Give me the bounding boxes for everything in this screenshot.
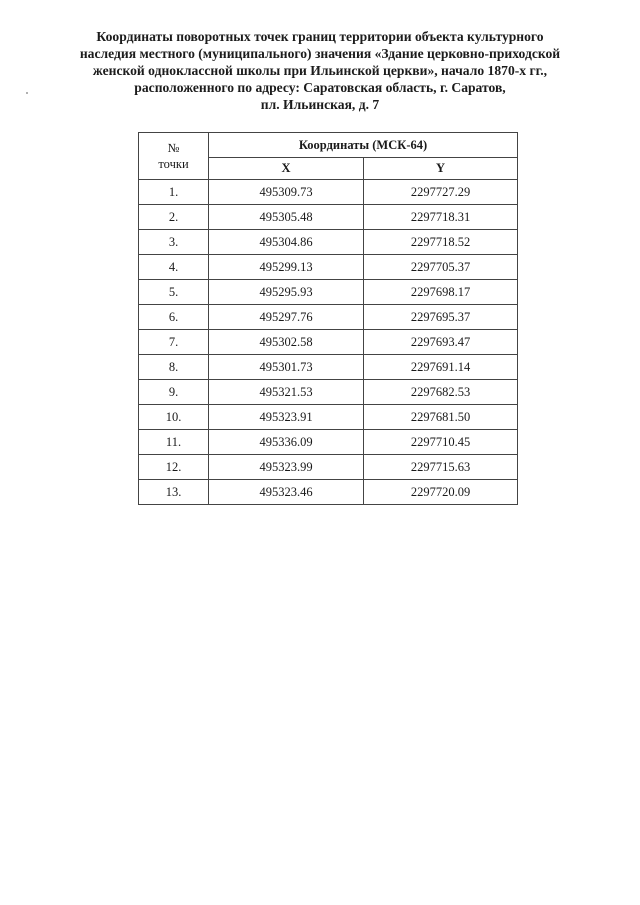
y-value: 2297718.31 (364, 205, 518, 230)
table-row (139, 280, 518, 305)
y-value: 2297681.50 (364, 405, 518, 430)
title-line: Координаты поворотных точек границ территории объекта культурного (96, 29, 544, 44)
header-point-label: точки (158, 157, 189, 171)
point-number: 12. (139, 455, 209, 480)
header-y: Y (364, 158, 518, 180)
title-line: расположенного по адресу: Саратовская область, г. Саратов, (134, 80, 506, 95)
point-number: 7. (139, 330, 209, 355)
y-value: 2297715.63 (364, 455, 518, 480)
table-row (139, 330, 518, 355)
x-value: 495336.09 (209, 430, 364, 455)
point-number: 13. (139, 480, 209, 505)
y-value: 2297720.09 (364, 480, 518, 505)
x-value: 495323.99 (209, 455, 364, 480)
y-value: 2297705.37 (364, 255, 518, 280)
y-value: 2297682.53 (364, 380, 518, 405)
x-value: 495309.73 (209, 180, 364, 205)
table-row (139, 480, 518, 505)
point-number: 6. (139, 305, 209, 330)
table-row (139, 180, 518, 205)
point-number: 11. (139, 430, 209, 455)
table-row (139, 205, 518, 230)
x-value: 495297.76 (209, 305, 364, 330)
table-row (139, 355, 518, 380)
header-coordinates: Координаты (МСК-64) (209, 133, 518, 158)
x-value: 495302.58 (209, 330, 364, 355)
title-line: женской одноклассной школы при Ильинской церкви», начало 1870-х гг., (92, 63, 548, 78)
document-title (20, 28, 620, 113)
point-number: 2. (139, 205, 209, 230)
header-number-sign: № (167, 141, 180, 155)
y-value: 2297710.45 (364, 430, 518, 455)
header-point-number (139, 133, 209, 180)
x-value: 495323.46 (209, 480, 364, 505)
point-number: 4. (139, 255, 209, 280)
y-value: 2297691.14 (364, 355, 518, 380)
x-value: 495301.73 (209, 355, 364, 380)
scan-speck (26, 92, 28, 94)
point-number: 8. (139, 355, 209, 380)
y-value: 2297718.52 (364, 230, 518, 255)
point-number: 3. (139, 230, 209, 255)
table-row (139, 455, 518, 480)
header-x: X (209, 158, 364, 180)
title-line: наследия местного (муниципального) значения «Здание церковно-приходской (79, 46, 561, 61)
table-row (139, 405, 518, 430)
point-number: 9. (139, 380, 209, 405)
point-number: 5. (139, 280, 209, 305)
x-value: 495321.53 (209, 380, 364, 405)
title-line: пл. Ильинская, д. 7 (260, 97, 380, 112)
table-row (139, 305, 518, 330)
table-row (139, 255, 518, 280)
x-value: 495304.86 (209, 230, 364, 255)
y-value: 2297727.29 (364, 180, 518, 205)
x-value: 495299.13 (209, 255, 364, 280)
table-row (139, 430, 518, 455)
table-row (139, 230, 518, 255)
y-value: 2297693.47 (364, 330, 518, 355)
y-value: 2297695.37 (364, 305, 518, 330)
table-row (139, 380, 518, 405)
y-value: 2297698.17 (364, 280, 518, 305)
x-value: 495323.91 (209, 405, 364, 430)
x-value: 495295.93 (209, 280, 364, 305)
point-number: 1. (139, 180, 209, 205)
point-number: 10. (139, 405, 209, 430)
x-value: 495305.48 (209, 205, 364, 230)
coordinates-table (138, 132, 518, 505)
